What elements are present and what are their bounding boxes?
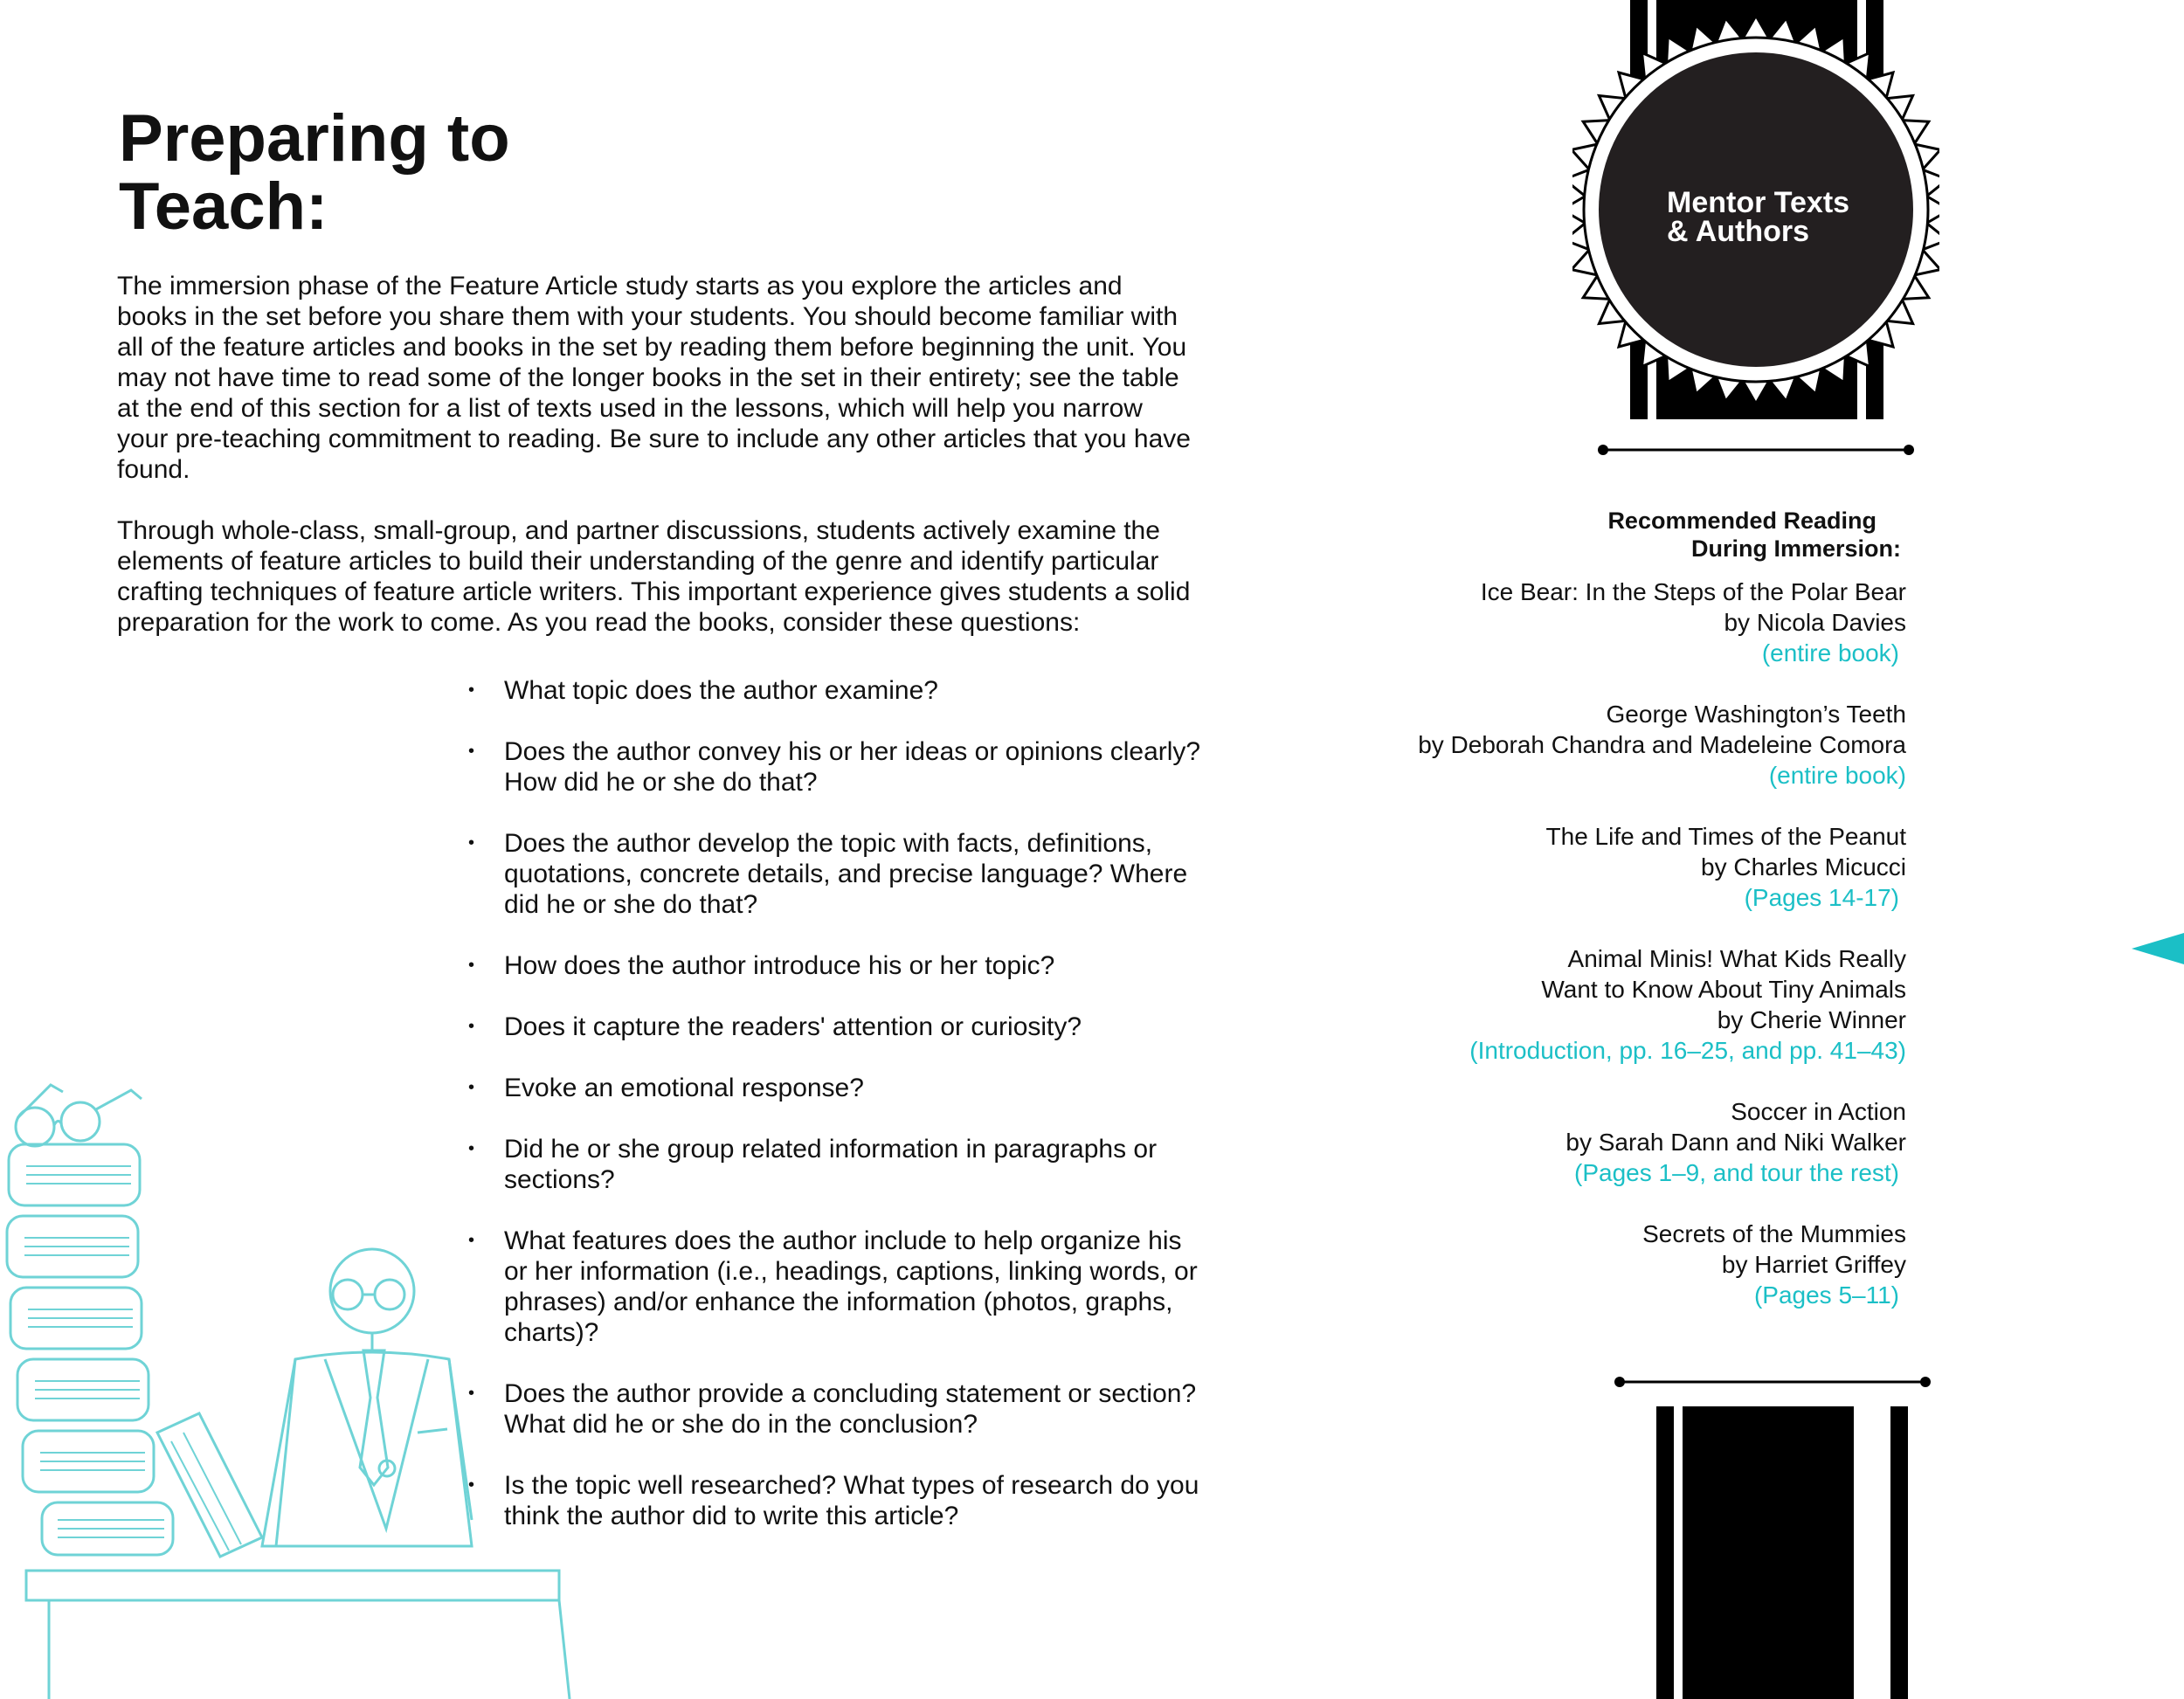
teacher-figure-icon <box>262 1249 475 1546</box>
book-author: by Deborah Chandra and Madeleine Comora <box>1418 731 1906 758</box>
bullet: • <box>468 1017 475 1036</box>
book-pages: (Pages 5–11) <box>1753 1281 1899 1309</box>
book-pages: (Pages 14-17) <box>1744 884 1899 911</box>
question-text: Does the author convey his or her ideas or opinions clearly? How did he or she do that? <box>504 737 1201 797</box>
divider <box>1594 437 1918 463</box>
book-title-line-1: Animal Minis! What Kids Really <box>1567 945 1906 972</box>
bullet: • <box>468 680 475 700</box>
book-entry <box>1295 1219 1906 1310</box>
book-title: Secrets of the Mummies <box>1642 1220 1906 1247</box>
teal-triangle-pointer-icon <box>2132 933 2184 964</box>
book-author: by Cherie Winner <box>1717 1006 1906 1033</box>
question-text: What features does the author include to help organize his or her information (i.e., headings, captions, linking words, or phrases) and/or enhance the information (photos, graphs, charts)? <box>504 1226 1198 1347</box>
bullet: • <box>468 956 475 975</box>
page-title <box>119 101 730 244</box>
desk-icon <box>26 1571 570 1699</box>
question-item <box>468 950 1211 981</box>
question-text: Is the topic well researched? What types of research do you think the author did to write this article? <box>504 1471 1199 1530</box>
question-item <box>468 675 1211 706</box>
question-text: Does it capture the readers' attention or curiosity? <box>504 1012 1082 1041</box>
teacher-with-books-illustration <box>0 1066 612 1699</box>
question-item <box>468 828 1211 920</box>
question-item <box>468 736 1211 798</box>
badge-title-line-1: Mentor Texts <box>1667 186 1850 219</box>
heading-line-1: Recommended Reading <box>1607 508 1876 534</box>
badge-title <box>1667 186 1894 248</box>
discussion-paragraph: Through whole-class, small-group, and partner discussions, students actively examine the elements of feature articles to build their understanding of the genre and identify particular crafting techniques of feature article writers. This important experience gives students a solid preparation for the work to come. As you read the books, consider these questions: <box>117 516 1191 637</box>
bottom-ribbon-icon <box>1607 1367 1939 1699</box>
book-pages: (Introduction, pp. 16–25, and pp. 41–43) <box>1469 1037 1906 1064</box>
badge-title-line-2: & Authors <box>1667 215 1810 248</box>
bullet: • <box>468 1139 475 1158</box>
page-title-line-1: Preparing to <box>119 101 510 176</box>
bullet: • <box>468 833 475 853</box>
question-text: How does the author introduce his or her topic? <box>504 951 1055 980</box>
bullet: • <box>468 1384 475 1403</box>
book-title: George Washington’s Teeth <box>1606 701 1906 728</box>
bullet: • <box>468 1078 475 1097</box>
book-entry <box>1295 943 1906 1066</box>
book-title: The Life and Times of the Peanut <box>1545 823 1906 850</box>
bullet: • <box>468 1231 475 1250</box>
book-entry <box>1295 1096 1906 1188</box>
intro-paragraph: The immersion phase of the Feature Article study starts as you explore the articles and books in the set before you share them with your students. You should become familiar with all of the feature articles and books in the set by reading them before beginning the unit. You may not have time to read some of the longer books in the set in their entirety; see the table at the end of this section for a list of texts used in the lessons, which will help you narrow your pre-teaching commitment to reading. Be sure to include any other articles that you have found. <box>117 272 1191 484</box>
book-entry <box>1295 821 1906 913</box>
book-entry <box>1295 577 1906 668</box>
book-entry <box>1295 699 1906 791</box>
book-author: by Harriet Griffey <box>1721 1251 1906 1278</box>
book-pages: (Pages 1–9, and tour the rest) <box>1574 1159 1899 1186</box>
question-text: Does the author provide a concluding statement or section? What did he or she do in the conclusion? <box>504 1379 1197 1439</box>
bullet: • <box>468 742 475 761</box>
book-title: Soccer in Action <box>1731 1098 1906 1125</box>
book-pages: (entire book) <box>1761 639 1899 666</box>
question-text: Did he or she group related information in paragraphs or sections? <box>504 1135 1158 1194</box>
glasses-icon <box>16 1085 142 1146</box>
question-text: Does the author develop the topic with facts, definitions, quotations, concrete details, and precise language? Where did he or she do that? <box>504 829 1188 919</box>
question-text: Evoke an emotional response? <box>504 1074 864 1102</box>
page-title-line-2: Teach: <box>119 169 328 244</box>
heading-line-2: During Immersion: <box>1690 535 1901 562</box>
book-stack-icon <box>7 1144 173 1555</box>
book-title: Ice Bear: In the Steps of the Polar Bear <box>1480 578 1906 605</box>
book-title-line-2: Want to Know About Tiny Animals <box>1541 976 1906 1003</box>
bullet: • <box>468 1475 475 1495</box>
book-author: by Sarah Dann and Niki Walker <box>1565 1129 1906 1156</box>
book-author: by Charles Micucci <box>1701 853 1906 881</box>
question-text: What topic does the author examine? <box>504 676 938 705</box>
question-item <box>468 1012 1211 1042</box>
recommended-reading-heading <box>1310 507 1901 563</box>
book-pages: (entire book) <box>1768 762 1906 789</box>
book-author: by Nicola Davies <box>1724 609 1906 636</box>
